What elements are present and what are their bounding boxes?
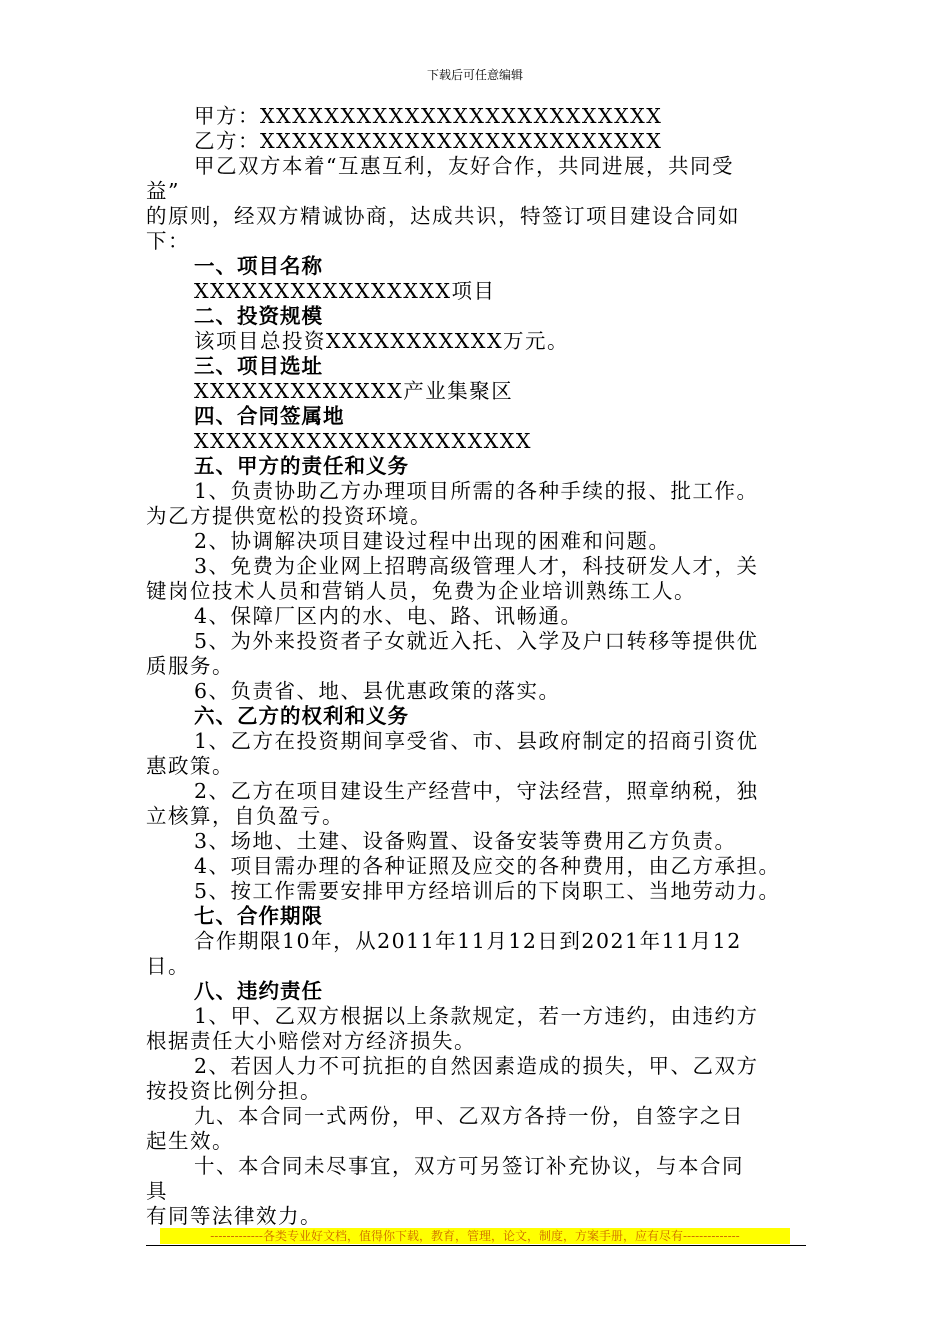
text-line: 的原则，经双方精诚协商，达成共识，特签订项目建设合同如	[146, 204, 740, 228]
section-heading: 七、合作期限	[194, 904, 323, 928]
text-line: 2、协调解决项目建设过程中出现的困难和问题。	[194, 529, 671, 553]
text-line: 按投资比例分担。	[146, 1079, 322, 1103]
text-line: 2、乙方在项目建设生产经营中，守法经营，照章纳税，独	[194, 779, 759, 803]
text-line: XXXXXXXXXXXXXXXX项目	[194, 279, 496, 303]
text-line: 有同等法律效力。	[146, 1204, 322, 1228]
section-heading: 四、合同签属地	[194, 404, 345, 428]
text-line: 起生效。	[146, 1129, 234, 1153]
section-heading: 六、乙方的权利和义务	[194, 704, 409, 728]
text-line: 根据责任大小赔偿对方经济损失。	[146, 1029, 476, 1053]
text-line: 惠政策。	[146, 754, 234, 778]
text-line: 十、本合同未尽事宜，双方可另签订补充协议，与本合同	[194, 1154, 744, 1178]
text-line: 5、为外来投资者子女就近入托、入学及户口转移等提供优	[194, 629, 759, 653]
text-line: 甲乙双方本着“互惠互利，友好合作，共同进展，共同受	[194, 154, 734, 178]
text-line: XXXXXXXXXXXXXXXXXXXXX	[194, 429, 532, 453]
text-line: 具	[146, 1179, 168, 1203]
contract-body	[146, 104, 818, 1229]
text-line: 该项目总投资XXXXXXXXXXX万元。	[194, 329, 570, 353]
text-line: 3、免费为企业网上招聘高级管理人才，科技研发人才，关	[194, 554, 759, 578]
section-heading: 一、项目名称	[194, 254, 323, 278]
text-line: 5、按工作需要安排甲方经培训后的下岗职工、当地劳动力。	[194, 879, 781, 903]
text-line: 键岗位技术人员和营销人员，免费为企业培训熟练工人。	[146, 579, 696, 603]
header-note: 下载后可任意编辑	[426, 68, 523, 82]
text-line: 益”	[146, 179, 180, 203]
footer-divider	[146, 1245, 806, 1246]
text-line: 3、场地、土建、设备购置、设备安装等费用乙方负责。	[194, 829, 737, 853]
text-line: 质服务。	[146, 654, 234, 678]
text-line: 6、负责省、地、县优惠政策的落实。	[194, 679, 561, 703]
text-line: XXXXXXXXXXXXX产业集聚区	[194, 379, 514, 403]
section-heading: 八、违约责任	[194, 979, 323, 1003]
section-heading: 五、甲方的责任和义务	[194, 454, 409, 478]
text-line: 乙方：XXXXXXXXXXXXXXXXXXXXXXXXX	[194, 129, 663, 153]
text-line: 4、保障厂区内的水、电、路、讯畅通。	[194, 604, 583, 628]
text-line: 1、负责协助乙方办理项目所需的各种手续的报、批工作。	[194, 479, 759, 503]
text-line: 合作期限10年，从2011年11月12日到2021年11月12	[194, 929, 742, 953]
text-line: 九、本合同一式两份，甲、乙双方各持一份，自签字之日	[194, 1104, 744, 1128]
text-line: 下：	[146, 229, 190, 253]
text-line: 2、若因人力不可抗拒的自然因素造成的损失，甲、乙双方	[194, 1054, 759, 1078]
footer-banner: -------------各类专业好文档，值得你下载，教育，管理，论文，制度，方案手册，应有尽有--------------	[160, 1228, 790, 1244]
text-line: 立核算，自负盈亏。	[146, 804, 344, 828]
text-line: 日。	[146, 954, 190, 978]
text-line: 1、乙方在投资期间享受省、市、县政府制定的招商引资优	[194, 729, 759, 753]
text-line: 4、项目需办理的各种证照及应交的各种费用，由乙方承担。	[194, 854, 781, 878]
text-line: 1、甲、乙双方根据以上条款规定，若一方违约，由违约方	[194, 1004, 759, 1028]
text-line: 甲方：XXXXXXXXXXXXXXXXXXXXXXXXX	[194, 104, 663, 128]
text-line: 为乙方提供宽松的投资环境。	[146, 504, 432, 528]
section-heading: 二、投资规模	[194, 304, 323, 328]
section-heading: 三、项目选址	[194, 354, 323, 378]
